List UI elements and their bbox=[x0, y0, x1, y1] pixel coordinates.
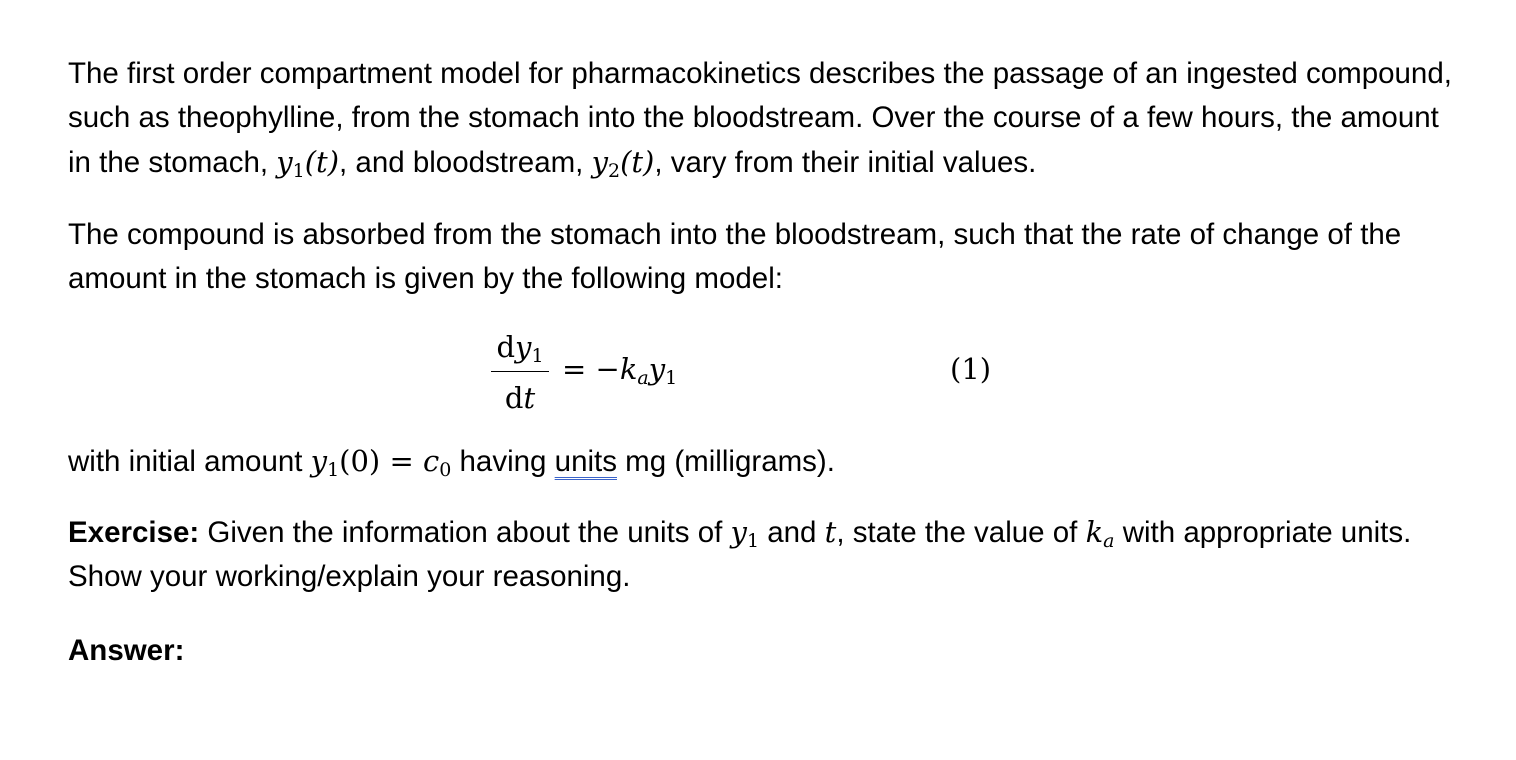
intro-text-1: The first order compartment model for pharmacokinetics describes the passage of an ingested compound, such as theophylline, from the stomach into the bloodstream. Over the course of a few hours, the amount in the stomach, bbox=[68, 57, 1452, 179]
math-y2-of-t: $y_2(t)$ bbox=[591, 145, 655, 182]
intro-text-2: , and bloodstream, bbox=[339, 146, 592, 179]
model-paragraph: The compound is absorbed from the stomach into the bloodstream, such that the rate of change of the amount in the stomach is given by the following model: bbox=[68, 218, 1402, 295]
intro-text-3: , vary from their initial values. bbox=[654, 146, 1037, 179]
equation-rhs: = $-k_ay_1$ bbox=[562, 352, 678, 389]
initial-condition-paragraph: with initial amount $y_1(0) = c_0$ having units mg (milligrams). bbox=[68, 444, 835, 481]
answer-paragraph bbox=[68, 629, 1468, 673]
math-t: t bbox=[824, 515, 837, 549]
answer-label: Answer: bbox=[68, 634, 185, 667]
equation-1 bbox=[68, 327, 1468, 423]
equation-number: (1) bbox=[950, 352, 992, 386]
math-ka: $k_a$ bbox=[1085, 515, 1115, 552]
math-y1: $y_1$ bbox=[730, 515, 760, 552]
fraction-denominator: dt bbox=[504, 381, 536, 415]
fraction-bar bbox=[491, 371, 549, 372]
math-y1-of-t: $y_1(t)$ bbox=[276, 145, 340, 182]
exercise-label: Exercise: bbox=[68, 516, 200, 549]
fraction-numerator: $dy_1$ bbox=[496, 330, 544, 367]
intro-paragraph bbox=[68, 52, 1468, 185]
document-body bbox=[68, 52, 1468, 673]
math-initial-condition: $y_1(0) = c_0$ bbox=[310, 444, 452, 481]
derivative-fraction bbox=[491, 327, 549, 418]
spellcheck-underlined-word: units bbox=[554, 445, 617, 478]
exercise-paragraph: Exercise: Given the information about the units of $y_1$ and t, state the value of $k_a$ with appropriate units. Show your working/explain your reasoning. bbox=[68, 515, 1412, 593]
